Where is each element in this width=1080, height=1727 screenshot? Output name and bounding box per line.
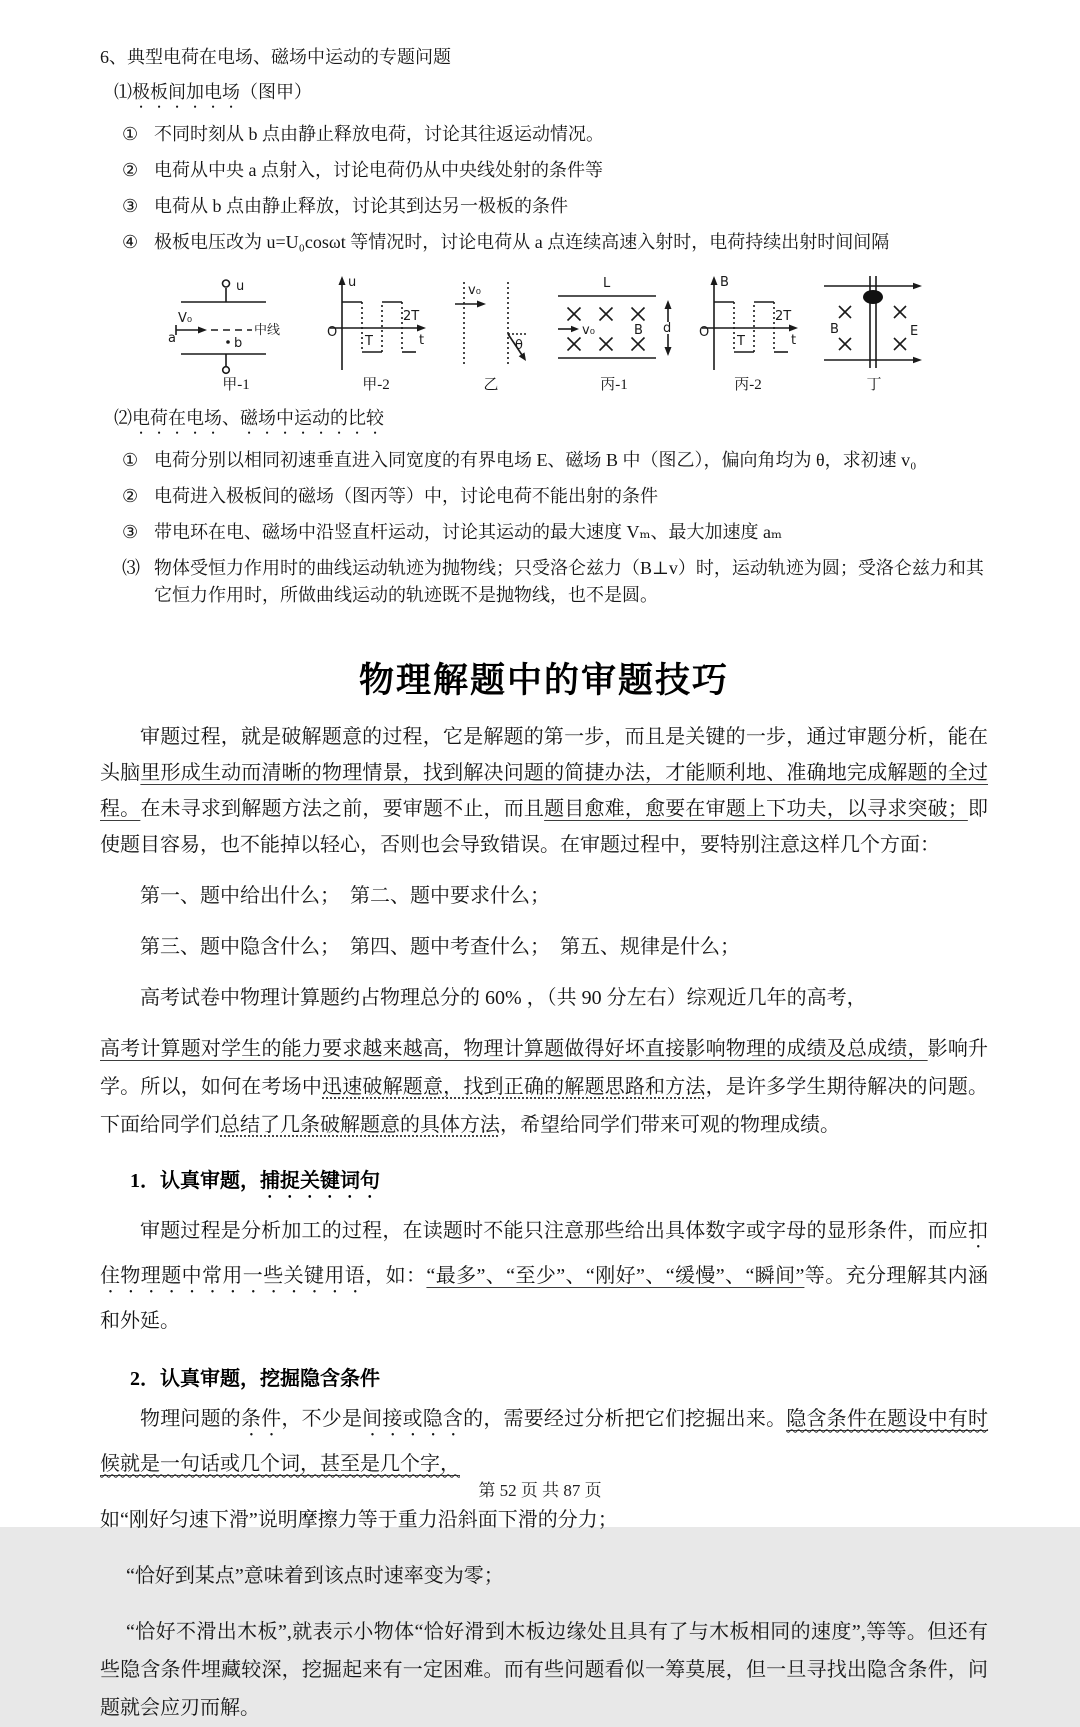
boundary-lines-diagram xyxy=(446,270,536,374)
subsection-2-emphasized: 电荷在电场、磁场中运动的比较 xyxy=(132,407,384,428)
exam-plain-3: ，希望给同学们带来可观的物理成绩。 xyxy=(500,1113,840,1136)
list-item xyxy=(122,229,988,256)
field-into-page-markers xyxy=(568,308,645,351)
d-arrow-up-head xyxy=(665,300,672,309)
list-item-text: 不同时刻从 b 点由静止释放电荷，讨论其往返运动情况。 xyxy=(154,124,604,144)
intro-underlined-1: 里形成生动而清晰的物理情景，找到解决问题的简捷办法，才能顺利地、准确地完成解题的全过程。 xyxy=(100,761,989,820)
list-item xyxy=(122,447,988,474)
square-wave-graph-u xyxy=(320,270,432,374)
keywords-plain-2: ，如： xyxy=(365,1264,427,1287)
label-midline: 中线 xyxy=(254,323,281,338)
list-item xyxy=(122,519,988,546)
subsection-1-number: ⑴ xyxy=(114,82,132,102)
list-item xyxy=(122,555,988,609)
field-into-page-markers xyxy=(839,306,906,350)
list-item-text: 电荷从中央 a 点射入，讨论电荷仍从中央线处射的条件等 xyxy=(154,160,603,180)
label-v0: v₀ xyxy=(468,283,481,298)
x-axis-label: t xyxy=(419,333,425,348)
figure-jia1 xyxy=(166,270,306,397)
list-item-number: ① xyxy=(122,124,139,144)
top-line-arrow-head xyxy=(913,283,922,289)
page-footer: 第 52 页 共 87 页 xyxy=(478,1481,602,1500)
x-axis-arrow-head xyxy=(417,325,426,332)
list-item xyxy=(122,121,988,148)
list-item-text: 极板电压改为 u=U₀cosωt 等情况时，讨论电荷从 a 点连续高速入射时，电荷持续出射时间间隔 xyxy=(154,232,890,252)
y-axis-arrow-head xyxy=(339,276,346,285)
subsection-1-label xyxy=(114,79,988,112)
heading-tip-1-plain: 1．认真审题， xyxy=(130,1169,260,1192)
paragraph-keywords xyxy=(100,1209,988,1344)
deflection-arrow-head xyxy=(519,352,526,361)
charged-bead xyxy=(863,290,883,304)
exam-stats-line: 高考试卷中物理计算题约占物理总分的 60% ，（共 90 分左右）综观近几年的高考， xyxy=(140,986,867,1009)
x-axis-arrow-head xyxy=(789,325,798,332)
square-wave-graph-b xyxy=(692,270,804,374)
label-v0: v₀ xyxy=(582,323,595,338)
paragraph-closing: “恰好不滑出木板”,就表示小物体“恰好滑到木板边缘处且具有了与木板相同的速度”,等等。但还有些隐含条件埋藏较深，挖掘起来有一定困难。而有些问题看似一筹莫展，但一旦寻找出隐含条件，问题就会应刃而解。 xyxy=(100,1620,988,1719)
label-theta: θ xyxy=(515,338,523,353)
figure-jia2 xyxy=(320,270,432,397)
keywords-emphasized: 扣住物理题中常用一些关键用语 xyxy=(100,1219,988,1287)
hidden-plain-3: 的，需要经过分析把它们挖掘出来。 xyxy=(463,1407,787,1430)
y-axis-label: B xyxy=(720,275,729,290)
hidden-plain-1: 物理问题的 xyxy=(140,1407,241,1430)
hidden-emphasized-2: 间接或隐含 xyxy=(362,1407,464,1430)
hidden-plain-2: ，不少是 xyxy=(281,1407,363,1430)
list-item-number: ④ xyxy=(122,232,139,252)
figure-bing2 xyxy=(692,270,804,397)
list-item-number: ② xyxy=(122,485,139,506)
figure-ding xyxy=(818,270,930,397)
example-line-1: 如“刚好匀速下滑”说明摩擦力等于重力沿斜面下滑的分力； xyxy=(100,1508,618,1531)
figure-yi xyxy=(446,270,536,397)
label-L: L xyxy=(603,276,611,291)
hidden-wavy-underlined: 隐含条件在题设中有时候就是一句话或几个词，甚至是几个字， xyxy=(100,1407,989,1475)
subsection-2-number: ⑵ xyxy=(114,407,132,428)
hidden-emphasized-1: 条件 xyxy=(240,1407,282,1430)
label-E: E xyxy=(910,324,919,339)
bottom-terminal-icon xyxy=(223,367,230,374)
point-b-dot xyxy=(226,340,230,344)
list-item-text: 电荷从 b 点由静止释放，讨论其到达另一极板的条件 xyxy=(154,196,568,216)
figure-caption: 丙-1 xyxy=(600,377,628,393)
exam-dotted-underline-2: 总结了几条破解题意的具体方法 xyxy=(220,1113,500,1136)
label-d: d xyxy=(663,321,672,336)
figure-caption: 乙 xyxy=(483,377,499,393)
list-item-number: ⑶ xyxy=(122,557,140,578)
page-title: 物理解题中的审题技巧 xyxy=(358,660,729,700)
heading-tip-2: 2．认真审题，挖掘隐含条件 xyxy=(130,1367,380,1390)
heading-tip-1 xyxy=(130,1164,988,1203)
label-B: B xyxy=(830,322,839,337)
subsection-2-label xyxy=(114,405,988,438)
intro-plain-1: 审题过程，就是破解题意的过程，它是解题的第一步，而且是关键的一步，通过审题分析，能在头脑 xyxy=(100,725,988,784)
section-6 xyxy=(100,44,988,609)
d-arrow-down-head xyxy=(665,347,672,356)
y-axis-label: u xyxy=(348,275,357,290)
figure-caption: 丁 xyxy=(866,377,882,393)
v0-arrow-head xyxy=(198,327,207,334)
exam-plain-2: ，是许多学生期待解决的问题。下面给同学们 xyxy=(100,1075,989,1136)
list-item-text: 带电环在电、磁场中沿竖直杆运动，讨论其运动的最大速度 Vₘ、最大加速度 aₘ xyxy=(154,521,783,542)
example-line-2: “恰好到某点”意味着到该点时速率变为零； xyxy=(126,1564,504,1587)
rod-in-fields-diagram xyxy=(818,270,930,374)
subsection-1-rest: （图甲） xyxy=(240,82,312,102)
v0-arrow-head xyxy=(477,301,486,308)
figure-caption: 丙-2 xyxy=(734,377,762,393)
label-B: B xyxy=(634,323,643,338)
origin-label: O xyxy=(327,325,338,340)
label-v0: V₀ xyxy=(178,311,193,326)
list-item xyxy=(122,193,988,220)
subsection-1-emphasized: 极板间加电场 xyxy=(132,82,240,102)
period-2T-label: 2T xyxy=(775,309,792,324)
capacitor-plates-diagram xyxy=(166,270,306,374)
period-T-label: T xyxy=(365,334,373,349)
figure-caption: 甲-2 xyxy=(362,377,390,393)
x-axis-label: t xyxy=(791,333,797,348)
list-item-number: ② xyxy=(122,160,139,180)
keywords-underlined: “最多”、“至少”、“刚好”、“缓慢”、“瞬间” xyxy=(426,1264,805,1287)
period-T-label: T xyxy=(737,334,745,349)
intro-plain-2: 在未寻求到解题方法之前，要审题不止，而且 xyxy=(140,797,545,820)
list-item-number: ① xyxy=(122,449,139,470)
y-axis-arrow-head xyxy=(711,276,718,285)
magnetic-field-region-diagram xyxy=(550,270,678,374)
paragraph-intro xyxy=(100,719,988,863)
top-terminal-icon xyxy=(223,280,230,287)
origin-label: O xyxy=(699,325,710,340)
label-u: u xyxy=(236,279,245,294)
question-line-1: 第一、题中给出什么； 第二、题中要求什么； xyxy=(140,884,550,907)
exam-underlined-1: 高考计算题对学生的能力要求越来越高，物理计算题做得好坏直接影响物理的成绩及总成绩， xyxy=(100,1037,928,1060)
list-item-text: 电荷分别以相同初速垂直进入同宽度的有界电场 E、磁场 B 中（图乙），偏向角均为 θ，求初速 v₀ xyxy=(154,449,917,470)
label-a: a xyxy=(168,331,176,346)
bottom-line-arrow-head xyxy=(913,357,922,363)
figures-row xyxy=(166,270,988,397)
keywords-plain-3: 等。充分理解其内涵和外延。 xyxy=(100,1264,989,1332)
paragraph-exam xyxy=(100,1030,988,1144)
list-item-number: ③ xyxy=(122,196,139,216)
question-line-2: 第三、题中隐含什么； 第四、题中考查什么； 第五、规律是什么； xyxy=(140,935,740,958)
list-item-text: 电荷进入极板间的磁场（图丙等）中，讨论电荷不能出射的条件 xyxy=(154,485,658,506)
label-b: b xyxy=(234,336,243,351)
intro-underlined-2: 题目愈难，愈要在审题上下功夫，以寻求突破； xyxy=(544,797,968,820)
paragraph-hidden-conditions xyxy=(100,1397,988,1487)
keywords-plain-1: 审题过程是分析加工的过程，在读题时不能只注意那些给出具体数字或字母的显形条件，而应 xyxy=(140,1219,968,1242)
heading-tip-1-emphasized: 捕捉关键词句 xyxy=(260,1169,380,1192)
period-2T-label: 2T xyxy=(403,309,420,324)
figure-bing1 xyxy=(550,270,678,397)
intro-plain-3: 即使题目容易，也不能掉以轻心，否则也会导致错误。在审题过程中，要特别注意这样几个方面： xyxy=(100,797,989,856)
exam-plain-1: 影响升学。所以，如何在考场中 xyxy=(100,1037,989,1098)
figure-caption: 甲-1 xyxy=(222,377,250,393)
list-item-text: 物体受恒力作用时的曲线运动轨迹为抛物线；只受洛仑兹力（B⊥v）时，运动轨迹为圆；受洛仑兹力和其它恒力作用时，所做曲线运动的轨迹既不是抛物线，也不是圆。 xyxy=(154,557,984,605)
v0-arrow-head xyxy=(571,326,579,332)
section-6-heading: 6、典型电荷在电场、磁场中运动的专题问题 xyxy=(100,47,451,67)
list-item-number: ③ xyxy=(122,521,139,542)
list-item xyxy=(122,157,988,184)
exam-dotted-underline-1: 迅速破解题意，找到正确的解题思路和方法 xyxy=(322,1075,706,1098)
list-item xyxy=(122,483,988,510)
